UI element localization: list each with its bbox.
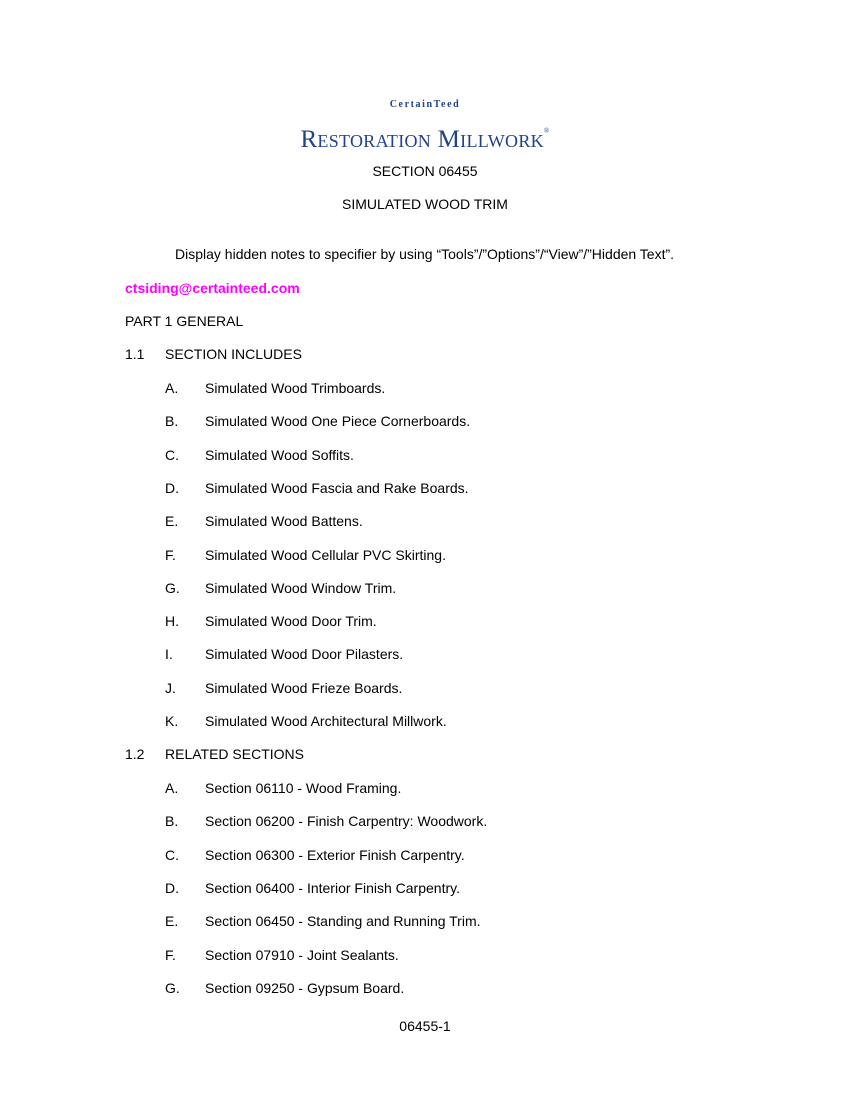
list-item-letter: D. <box>165 879 179 896</box>
list-item-letter: C. <box>165 446 179 463</box>
list-item-text: Simulated Wood Cellular PVC Skirting. <box>205 546 446 563</box>
article-number: 1.2 <box>125 746 145 762</box>
list-item-text: Section 07910 - Joint Sealants. <box>205 946 399 963</box>
list-item-letter: I. <box>165 646 173 663</box>
article-title: SECTION INCLUDES <box>165 346 302 362</box>
list-item-text: Simulated Wood Door Pilasters. <box>205 646 404 663</box>
list-item-text: Section 06200 - Finish Carpentry: Woodwork. <box>205 813 488 830</box>
list-item-text: Simulated Wood Fascia and Rake Boards. <box>205 479 469 496</box>
list-item-text: Simulated Wood One Piece Cornerboards. <box>205 413 471 430</box>
list-item-letter: A. <box>165 380 179 396</box>
list-item-letter: F. <box>165 546 176 563</box>
list-item-text: Simulated Wood Architectural Millwork. <box>205 713 447 729</box>
article-number: 1.1 <box>125 346 145 362</box>
list-item-text: Simulated Wood Door Trim. <box>205 613 377 630</box>
list-item-text: Section 06400 - Interior Finish Carpentry. <box>205 879 460 896</box>
email-link[interactable]: ctsiding@certainteed.com <box>125 280 300 296</box>
part-heading: PART 1 GENERAL <box>125 313 244 329</box>
list-item-letter: A. <box>165 780 179 796</box>
list-item-text: Section 06110 - Wood Framing. <box>205 780 402 796</box>
list-item-text: Simulated Wood Battens. <box>205 513 363 530</box>
list-item-text: Simulated Wood Trimboards. <box>205 380 386 396</box>
list-item-letter: B. <box>165 813 179 830</box>
list-item-letter: C. <box>165 846 179 863</box>
list-item-text: Section 06300 - Exterior Finish Carpentry. <box>205 846 465 863</box>
article-title: RELATED SECTIONS <box>165 746 304 762</box>
list-item-text: Section 06450 - Standing and Running Trim. <box>205 913 481 930</box>
logo-brand-main <box>0 116 850 155</box>
list-item-letter: K. <box>165 713 179 729</box>
list-item-letter: F. <box>165 946 176 963</box>
list-item-letter: B. <box>165 413 179 430</box>
list-item-text: Simulated Wood Frieze Boards. <box>205 679 403 696</box>
list-item-letter: H. <box>165 613 179 630</box>
list-item-letter: J. <box>165 679 176 696</box>
registered-mark: ® <box>543 127 550 135</box>
section-number: SECTION 06455 <box>372 163 478 179</box>
section-title: SIMULATED WOOD TRIM <box>342 196 508 212</box>
list-item-letter: G. <box>165 579 180 596</box>
hidden-notes-instruction: Display hidden notes to specifier by using “Tools”/”Options”/“View”/”Hidden Text”. <box>175 246 675 262</box>
list-item-letter: G. <box>165 979 180 996</box>
list-item-letter: E. <box>165 913 179 930</box>
logo-brand-small: CertainTeed <box>389 99 461 110</box>
list-item-text: Section 09250 - Gypsum Board. <box>205 979 405 996</box>
logo-main-text: Restoration Millwork <box>300 126 544 153</box>
list-item-letter: E. <box>165 513 179 530</box>
page-number: 06455-1 <box>399 1018 451 1034</box>
list-item-letter: D. <box>165 479 179 496</box>
list-item-text: Simulated Wood Soffits. <box>205 446 354 463</box>
list-item-text: Simulated Wood Window Trim. <box>205 579 397 596</box>
